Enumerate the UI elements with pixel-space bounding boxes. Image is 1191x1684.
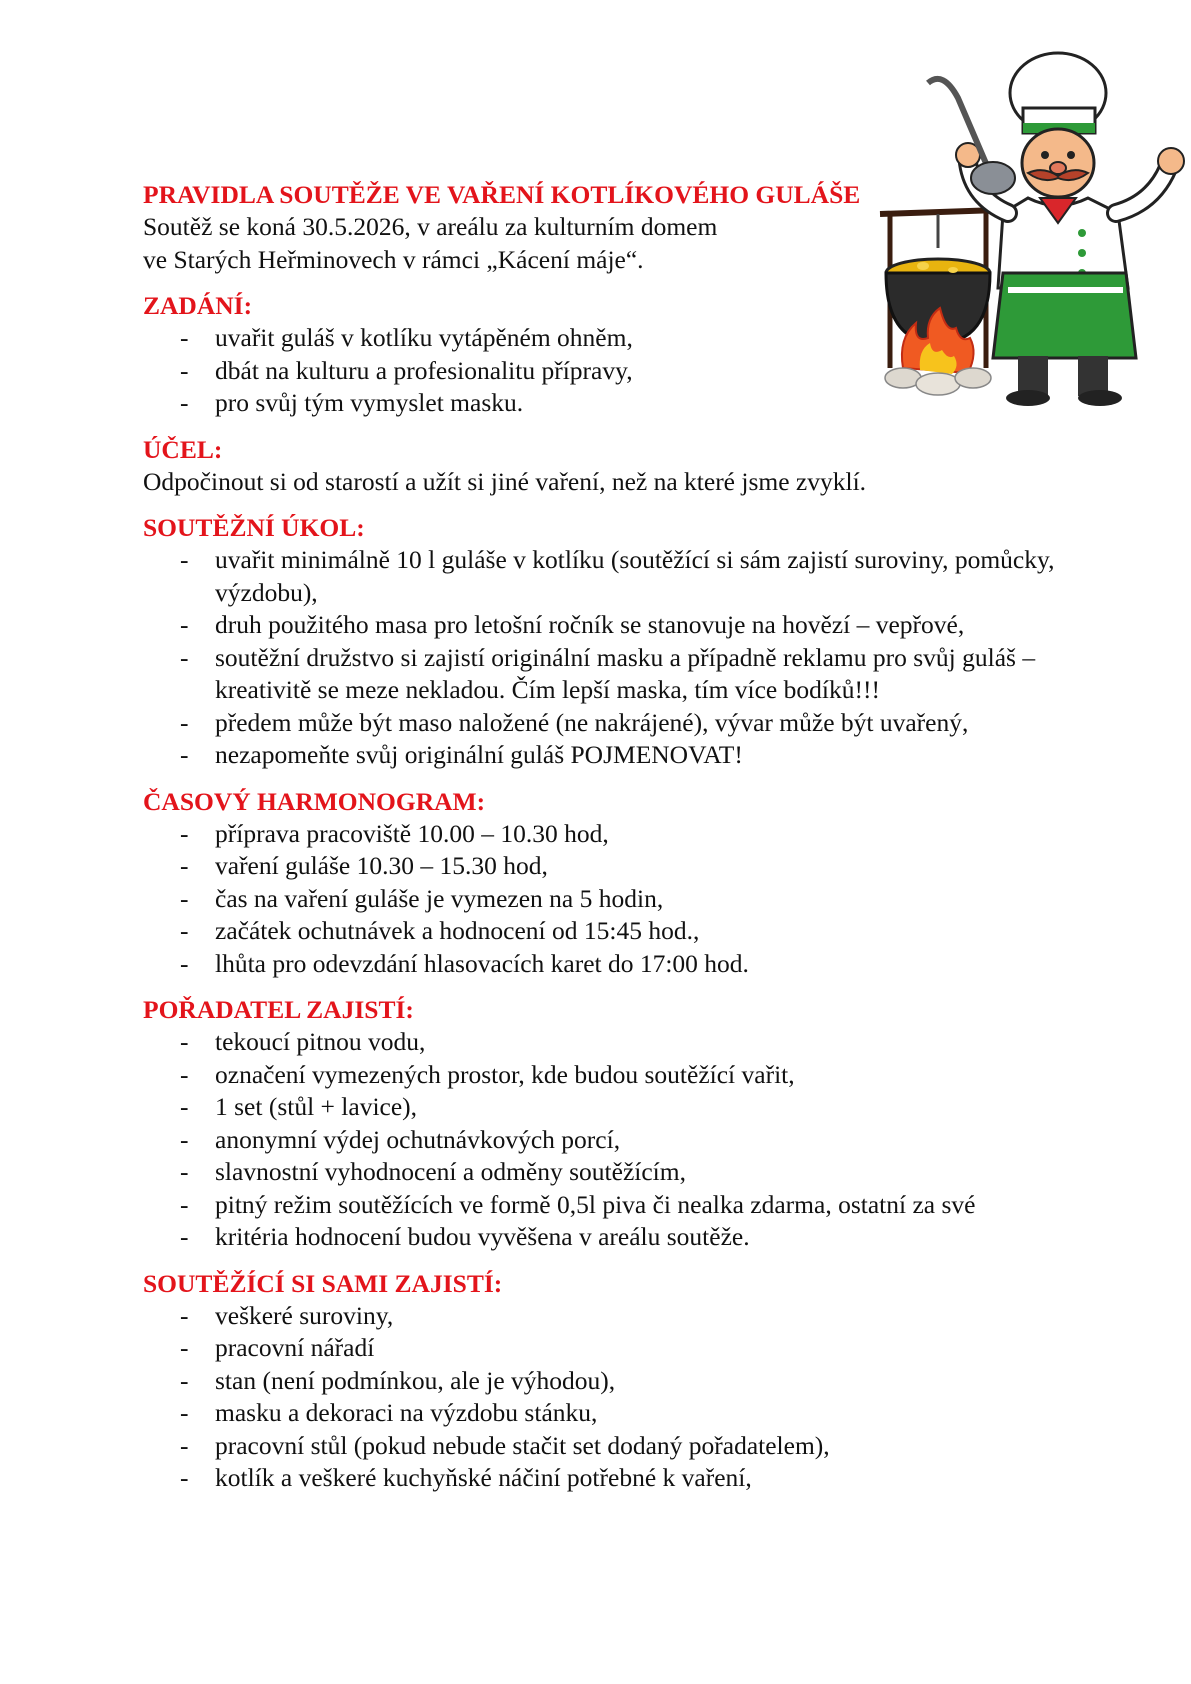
list-item: - pitný režim soutěžících ve formě 0,5l piva či nealka zdarma, ostatní za své [143,1189,1083,1222]
list-item: - začátek ochutnávek a hodnocení od 15:45 hod., [143,915,1083,948]
list-item: - pracovní stůl (pokud nebude stačit set dodaný pořadatelem), [143,1430,1083,1463]
section-heading-ucel: ÚČEL: [143,434,223,464]
list-item: - čas na vaření guláše je vymezen na 5 hodin, [143,883,1083,916]
rules-content [143,178,1083,1495]
list-item: - příprava pracoviště 10.00 – 10.30 hod, [143,818,1083,851]
list-item: - kritéria hodnocení budou vyvěšena v areálu soutěže. [143,1221,1083,1254]
list-zadani [143,322,1083,420]
list-item: - druh použitého masa pro letošní ročník se stanovuje na hovězí – vepřové, [143,609,1083,642]
section-heading-soutezici: SOUTĚŽÍCÍ SI SAMI ZAJISTÍ: [143,1268,503,1298]
intro-line-2: ve Starých Heřminovech v rámci „Kácení máje“. [143,244,644,274]
list-item: - označení vymezených prostor, kde budou soutěžící vařit, [143,1059,1083,1092]
list-item: - kotlík a veškeré kuchyňské náčiní potřebné k vaření, [143,1462,1083,1495]
list-item: - dbát na kulturu a profesionalitu přípravy, [143,355,1083,388]
list-item: - 1 set (stůl + lavice), [143,1091,1083,1124]
section-heading-zadani: ZADÁNÍ: [143,291,253,320]
list-item: - veškeré suroviny, [143,1300,1083,1333]
section-heading-harmonogram: ČASOVÝ HARMONOGRAM: [143,786,486,816]
list-item: - anonymní výdej ochutnávkových porcí, [143,1124,1083,1157]
list-item: - pro svůj tým vymyslet masku. [143,387,1083,420]
section-heading-soutezni-ukol: SOUTĚŽNÍ ÚKOL: [143,513,365,542]
list-item: - stan (není podmínkou, ale je výhodou), [143,1365,1083,1398]
intro-line-1: Soutěž se koná 30.5.2026, v areálu za kulturním domem [143,212,718,241]
list-soutezici [143,1300,1083,1495]
list-soutezni-ukol [143,544,1083,772]
list-item: - soutěžní družstvo si zajistí originální masku a případně reklamu pro svůj guláš – kreativitě se meze nekladou. Čím lepší maska, tím více bodíků!!! [143,642,1083,707]
list-item: - lhůta pro odevzdání hlasovacích karet do 17:00 hod. [143,948,1083,981]
list-item: - nezapomeňte svůj originální guláš POJMENOVAT! [143,739,1083,772]
ucel-text: Odpočinout si od starostí a užít si jiné vaření, než na které jsme zvyklí. [143,466,867,496]
list-item: - slavnostní vyhodnocení a odměny soutěžícím, [143,1156,1083,1189]
list-item: - masku a dekoraci na výzdobu stánku, [143,1397,1083,1430]
list-item: - předem může být maso naložené (ne nakrájené), vývar může být uvařený, [143,707,1083,740]
list-poradatel [143,1026,1083,1254]
document-title: PRAVIDLA SOUTĚŽE VE VAŘENÍ KOTLÍKOVÉHO GULÁŠE [143,180,861,209]
list-item: - uvařit guláš v kotlíku vytápěném ohněm, [143,322,1083,355]
list-item: - tekoucí pitnou vodu, [143,1026,1083,1059]
list-item: - uvařit minimálně 10 l guláše v kotlíku (soutěžící si sám zajistí suroviny, pomůcky, výzdobu), [143,544,1083,609]
list-item: - vaření guláše 10.30 – 15.30 hod, [143,850,1083,883]
list-harmonogram [143,818,1083,981]
section-heading-poradatel: POŘADATEL ZAJISTÍ: [143,995,414,1024]
list-item: - pracovní nářadí [143,1332,1083,1365]
